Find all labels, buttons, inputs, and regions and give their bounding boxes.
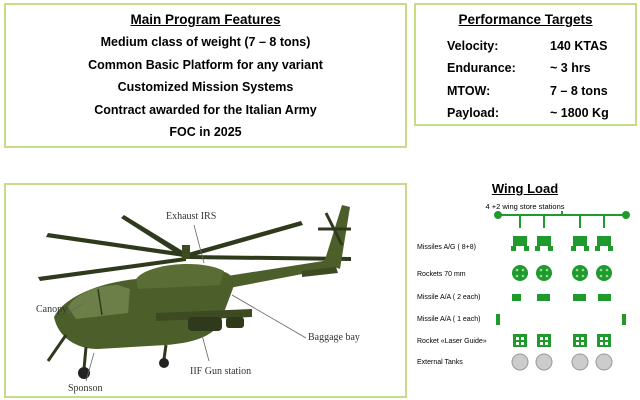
feature-item: Common Basic Platform for any variant	[88, 57, 323, 72]
missile-ag-icon	[511, 236, 613, 251]
rocket-pod-icon	[512, 265, 612, 281]
label-baggage-bay: Baggage bay	[308, 332, 360, 343]
wing-row-label: Rocket «Laser Guide»	[417, 338, 487, 345]
laser-rocket-icon	[513, 334, 611, 347]
wing-load-title: Wing Load	[491, 181, 559, 196]
missile-aa-single-icon	[496, 314, 626, 325]
label-canopy: Canopy	[36, 304, 68, 315]
label-gun-station: IIF Gun station	[190, 366, 252, 377]
targets-title: Performance Targets	[458, 12, 593, 27]
feature-item: Medium class of weight (7 – 8 tons)	[100, 35, 311, 49]
missile-aa-icon	[512, 294, 611, 301]
label-exhaust-irs: Exhaust IRS	[166, 211, 217, 222]
wing-row-label: Missile A/A ( 2 each)	[417, 294, 481, 301]
target-label: Endurance:	[447, 61, 516, 75]
label-sponson: Sponson	[68, 383, 103, 394]
main-features-panel	[4, 3, 407, 148]
wing-row-label: Missile A/A ( 1 each)	[417, 316, 481, 323]
feature-item: Contract awarded for the Italian Army	[94, 102, 317, 117]
target-label: MTOW:	[447, 84, 491, 98]
wing-row-label: External Tanks	[417, 359, 463, 366]
target-value: 7 – 8 tons	[550, 84, 608, 98]
target-label: Payload:	[447, 106, 500, 120]
target-value: 140 KTAS	[550, 39, 608, 53]
feature-item: FOC in 2025	[169, 125, 242, 139]
target-value: ~ 1800 Kg	[550, 106, 609, 120]
wing-row-label: Rockets 70 mm	[417, 271, 466, 278]
wing-stations-label: 4 +2 wing store stations	[485, 202, 565, 211]
target-value: ~ 3 hrs	[550, 61, 591, 75]
helicopter-panel	[4, 183, 407, 398]
feature-item: Customized Mission Systems	[117, 80, 294, 94]
target-label: Velocity:	[447, 39, 499, 53]
wing-load-panel	[412, 180, 638, 398]
performance-targets-panel	[414, 3, 637, 126]
wing-row-label: Missiles A/G ( 8+8)	[417, 244, 476, 251]
features-title: Main Program Features	[130, 12, 281, 27]
external-tank-icon	[512, 354, 612, 370]
